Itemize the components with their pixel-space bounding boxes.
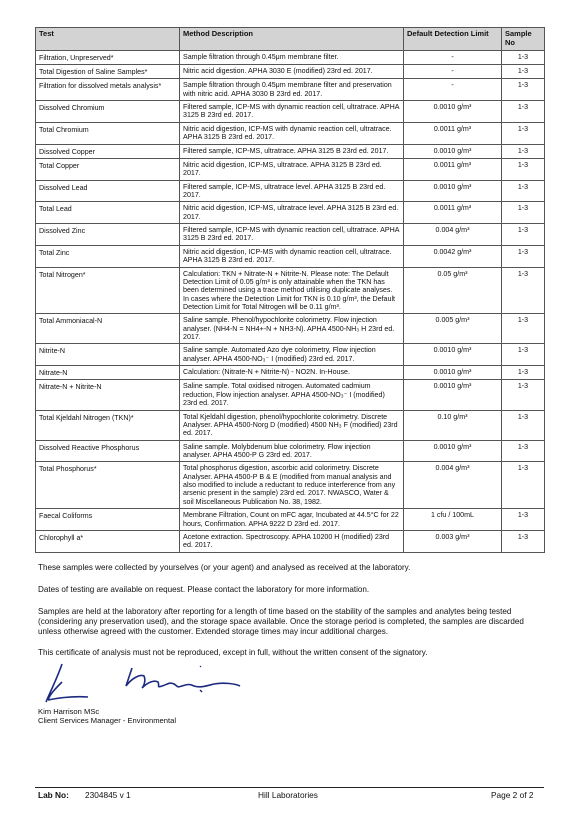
sample-no-cell: 1-3 bbox=[502, 180, 545, 202]
header-test: Test bbox=[36, 28, 180, 51]
detection-limit-cell: 0.004 g/m³ bbox=[404, 462, 502, 509]
method-description-cell: Calculation: TKN + Nitrate-N + Nitrite-N. Please note: The Default Detection Limit of 0.05 g/m³ is only attainable when the TKN has been determined using a trace method utilising duplicate analyses. In cases where the Detection Limit for TKN is 0.10 g/m³, the Default Detection Limit for Total Nitrogen will be 0.11 g/m³. bbox=[180, 267, 404, 314]
test-methods-table bbox=[35, 27, 545, 553]
detection-limit-cell: 0.0011 g/m³ bbox=[404, 122, 502, 144]
test-name-cell: Total Nitrogen* bbox=[36, 267, 180, 314]
sample-no-cell: 1-3 bbox=[502, 462, 545, 509]
test-name-cell: Dissolved Reactive Phosphorus bbox=[36, 440, 180, 462]
table-row bbox=[36, 224, 545, 246]
test-name-cell: Total Zinc bbox=[36, 245, 180, 267]
detection-limit-cell: 0.0010 g/m³ bbox=[404, 101, 502, 123]
table-row bbox=[36, 50, 545, 64]
sample-no-cell: 1-3 bbox=[502, 314, 545, 344]
detection-limit-cell: 0.10 g/m³ bbox=[404, 410, 502, 440]
detection-limit-cell: 0.0011 g/m³ bbox=[404, 202, 502, 224]
footer-lab-no-label: Lab No: bbox=[38, 790, 69, 800]
footer-lab-no-value: 2304845 v 1 bbox=[85, 790, 131, 800]
test-name-cell: Total Digestion of Saline Samples* bbox=[36, 65, 180, 79]
table-row bbox=[36, 144, 545, 158]
table-row bbox=[36, 462, 545, 509]
method-description-cell: Acetone extraction. Spectroscopy. APHA 10200 H (modified) 23rd ed. 2017. bbox=[180, 530, 404, 552]
test-name-cell: Dissolved Zinc bbox=[36, 224, 180, 246]
test-name-cell: Nitrate-N + Nitrite-N bbox=[36, 380, 180, 410]
detection-limit-cell: - bbox=[404, 50, 502, 64]
note-storage: Samples are held at the laboratory after reporting for a length of time based on the stability of the samples and analytes being tested (considering any preservation used), and the storage space available. Once the storage period is completed, the samples are discarded unless otherwise agreed with the customer. Extended storage times may incur additional charges. bbox=[38, 607, 524, 636]
test-name-cell: Total Phosphorus* bbox=[36, 462, 180, 509]
sample-no-cell: 1-3 bbox=[502, 79, 545, 101]
header-method-description: Method Description bbox=[180, 28, 404, 51]
method-description-cell: Nitric acid digestion, ICP-MS, ultratrace. APHA 3125 B 23rd ed. 2017. bbox=[180, 158, 404, 180]
header-sample-no: Sample No bbox=[502, 28, 545, 51]
table-row bbox=[36, 245, 545, 267]
sample-no-cell: 1-3 bbox=[502, 122, 545, 144]
table-row bbox=[36, 440, 545, 462]
method-description-cell: Calculation: (Nitrate-N + Nitrite-N) - NO2N. In-House. bbox=[180, 366, 404, 380]
note-dates: Dates of testing are available on request. Please contact the laboratory for more information. bbox=[38, 585, 370, 594]
table-row bbox=[36, 202, 545, 224]
signatory-title: Client Services Manager - Environmental bbox=[38, 716, 177, 726]
method-description-cell: Filtered sample, ICP-MS, ultratrace. APHA 3125 B 23rd ed. 2017. bbox=[180, 144, 404, 158]
test-name-cell: Total Copper bbox=[36, 158, 180, 180]
method-description-cell: Saline sample. Total oxidised nitrogen. Automated cadmium reduction, Flow injection analyser. APHA 4500-NO₃⁻ I (modified) 23rd ed. 2017. bbox=[180, 380, 404, 410]
detection-limit-cell: 0.005 g/m³ bbox=[404, 314, 502, 344]
detection-limit-cell: 0.0010 g/m³ bbox=[404, 344, 502, 366]
sample-no-cell: 1-3 bbox=[502, 224, 545, 246]
table-row bbox=[36, 530, 545, 552]
method-description-cell: Nitric acid digestion, ICP-MS, ultratrace level. APHA 3125 B 23rd ed. 2017. bbox=[180, 202, 404, 224]
test-name-cell: Dissolved Copper bbox=[36, 144, 180, 158]
test-name-cell: Nitrate-N bbox=[36, 366, 180, 380]
method-description-cell: Total Kjeldahl digestion, phenol/hypochlorite colorimetry. Discrete Analyser. APHA 4500-Norg D (modified) 4500 NH₃ F (modified) 23rd ed. 2017. bbox=[180, 410, 404, 440]
table-row bbox=[36, 101, 545, 123]
method-description-cell: Sample filtration through 0.45μm membrane filter and preservation with nitric acid. APHA 3030 B 23rd ed. 2017. bbox=[180, 79, 404, 101]
test-name-cell: Filtration for dissolved metals analysis* bbox=[36, 79, 180, 101]
sample-no-cell: 1-3 bbox=[502, 158, 545, 180]
detection-limit-cell: 0.004 g/m³ bbox=[404, 224, 502, 246]
test-name-cell: Total Lead bbox=[36, 202, 180, 224]
method-description-cell: Filtered sample, ICP-MS, ultratrace level. APHA 3125 B 23rd ed. 2017. bbox=[180, 180, 404, 202]
header-detection-limit: Default Detection Limit bbox=[404, 28, 502, 51]
sample-no-cell: 1-3 bbox=[502, 344, 545, 366]
method-description-cell: Nitric acid digestion, ICP-MS with dynamic reaction cell, ultratrace. APHA 3125 B 23rd ed. 2017. bbox=[180, 122, 404, 144]
sample-no-cell: 1-3 bbox=[502, 530, 545, 552]
table-row bbox=[36, 410, 545, 440]
method-description-cell: Filtered sample, ICP-MS with dynamic reaction cell, ultratrace. APHA 3125 B 23rd ed. 2017. bbox=[180, 224, 404, 246]
footer-company: Hill Laboratories bbox=[258, 790, 318, 800]
test-name-cell: Filtration, Unpreserved* bbox=[36, 50, 180, 64]
sample-no-cell: 1-3 bbox=[502, 410, 545, 440]
note-collection: These samples were collected by yourselves (or your agent) and analysed as received at the laboratory. bbox=[38, 563, 411, 572]
table-row bbox=[36, 180, 545, 202]
sample-no-cell: 1-3 bbox=[502, 380, 545, 410]
signatory-block bbox=[38, 707, 176, 726]
table-row bbox=[36, 267, 545, 314]
method-description-cell: Saline sample. Molybdenum blue colorimetry. Flow injection analyser. APHA 4500-P G 23rd ed. 2017. bbox=[180, 440, 404, 462]
sample-no-cell: 1-3 bbox=[502, 144, 545, 158]
note-reproduction: This certificate of analysis must not be reproduced, except in full, without the written consent of the signatory. bbox=[38, 648, 428, 657]
signature-image bbox=[40, 662, 250, 708]
table-row bbox=[36, 509, 545, 531]
table-header-row bbox=[36, 28, 545, 51]
method-description-cell: Nitric acid digestion, ICP-MS with dynamic reaction cell, ultratrace. APHA 3125 B 23rd ed. 2017. bbox=[180, 245, 404, 267]
test-name-cell: Total Kjeldahl Nitrogen (TKN)* bbox=[36, 410, 180, 440]
test-name-cell: Dissolved Chromium bbox=[36, 101, 180, 123]
sample-no-cell: 1-3 bbox=[502, 101, 545, 123]
detection-limit-cell: 0.0010 g/m³ bbox=[404, 180, 502, 202]
test-name-cell: Total Ammoniacal-N bbox=[36, 314, 180, 344]
sample-no-cell: 1-3 bbox=[502, 509, 545, 531]
sample-no-cell: 1-3 bbox=[502, 440, 545, 462]
test-name-cell: Nitrite-N bbox=[36, 344, 180, 366]
footer-divider bbox=[35, 787, 544, 788]
sample-no-cell: 1-3 bbox=[502, 50, 545, 64]
detection-limit-cell: 0.0010 g/m³ bbox=[404, 440, 502, 462]
method-description-cell: Saline sample. Automated Azo dye colorimetry, Flow injection analyser. APHA 4500-NO₃⁻ I (modified) 23rd ed. 2017. bbox=[180, 344, 404, 366]
table-body bbox=[36, 50, 545, 552]
table-row bbox=[36, 366, 545, 380]
method-description-cell: Saline sample. Phenol/hypochlorite colorimetry. Flow injection analyser. (NH4-N = NH4+-N + NH3-N). APHA 4500-NH₃ H 23rd ed. 2017. bbox=[180, 314, 404, 344]
test-name-cell: Dissolved Lead bbox=[36, 180, 180, 202]
detection-limit-cell: 0.0010 g/m³ bbox=[404, 380, 502, 410]
table-row bbox=[36, 79, 545, 101]
sample-no-cell: 1-3 bbox=[502, 245, 545, 267]
method-description-cell: Sample filtration through 0.45μm membrane filter. bbox=[180, 50, 404, 64]
table-row bbox=[36, 314, 545, 344]
signatory-name: Kim Harrison MSc bbox=[38, 707, 100, 716]
detection-limit-cell: 0.0010 g/m³ bbox=[404, 144, 502, 158]
sample-no-cell: 1-3 bbox=[502, 202, 545, 224]
sample-no-cell: 1-3 bbox=[502, 267, 545, 314]
footer-page-number: Page 2 of 2 bbox=[491, 790, 534, 800]
method-description-cell: Filtered sample, ICP-MS with dynamic reaction cell, ultratrace. APHA 3125 B 23rd ed. 2017. bbox=[180, 101, 404, 123]
table-row bbox=[36, 380, 545, 410]
test-name-cell: Faecal Coliforms bbox=[36, 509, 180, 531]
sample-no-cell: 1-3 bbox=[502, 65, 545, 79]
method-description-cell: Nitric acid digestion. APHA 3030 E (modified) 23rd ed. 2017. bbox=[180, 65, 404, 79]
detection-limit-cell: - bbox=[404, 65, 502, 79]
detection-limit-cell: 0.003 g/m³ bbox=[404, 530, 502, 552]
sample-no-cell: 1-3 bbox=[502, 366, 545, 380]
table-row bbox=[36, 158, 545, 180]
test-name-cell: Total Chromium bbox=[36, 122, 180, 144]
detection-limit-cell: 1 cfu / 100mL bbox=[404, 509, 502, 531]
method-description-cell: Membrane Filtration, Count on mFC agar, Incubated at 44.5°C for 22 hours, Confirmation. APHA 9222 D 23rd ed. 2017. bbox=[180, 509, 404, 531]
method-description-cell: Total phosphorus digestion, ascorbic acid colorimetry. Discrete Analyser. APHA 4500-P B & E (modified from manual analysis and also modified to include a reductant to reduce interference from any arsenic present in the sample) 23rd ed. 2017. NWASCO, Water & soil Miscellaneous Publication No. 38, 1982. bbox=[180, 462, 404, 509]
detection-limit-cell: 0.0042 g/m³ bbox=[404, 245, 502, 267]
detection-limit-cell: 0.05 g/m³ bbox=[404, 267, 502, 314]
test-name-cell: Chlorophyll a* bbox=[36, 530, 180, 552]
table-row bbox=[36, 122, 545, 144]
detection-limit-cell: 0.0011 g/m³ bbox=[404, 158, 502, 180]
detection-limit-cell: 0.0010 g/m³ bbox=[404, 366, 502, 380]
table-row bbox=[36, 344, 545, 366]
detection-limit-cell: - bbox=[404, 79, 502, 101]
table-row bbox=[36, 65, 545, 79]
